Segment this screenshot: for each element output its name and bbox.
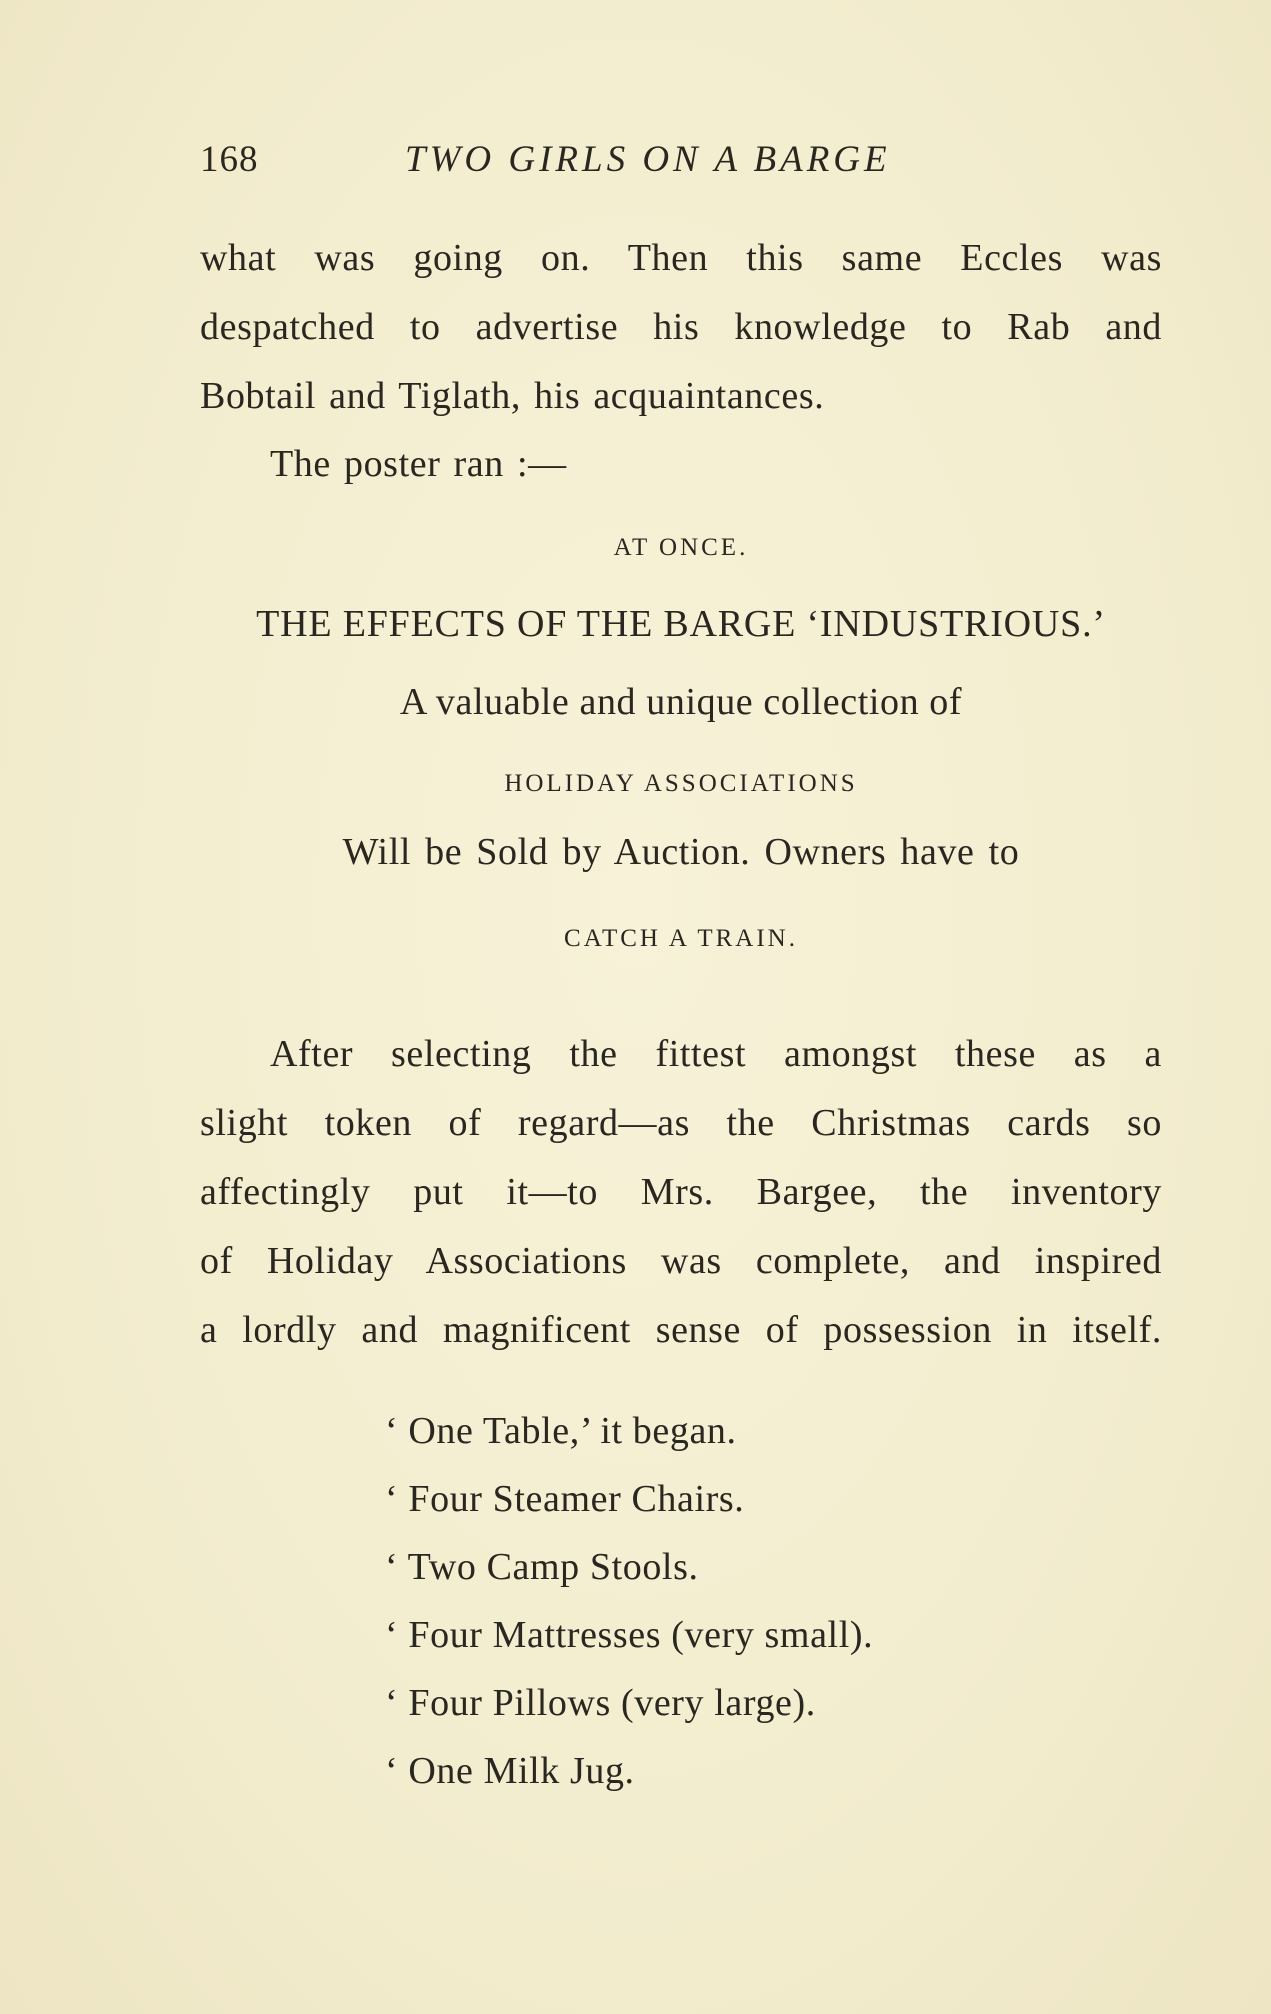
running-head [200,138,990,188]
text-line: despatched to advertise his knowledge to Rab and [200,306,1162,348]
text-line: what was going on. Then this same Eccles was [200,237,1162,279]
paragraph-poster-intro: The poster ran :— [270,443,567,485]
poster-holiday-text: HOLIDAY ASSOCIATIONS [504,770,858,797]
text-line: slight token of regard—as the Christmas cards so [200,1102,1162,1144]
poster-sold-line: Will be Sold by Auction. Owners have to [342,831,1020,873]
poster-train-text: CATCH A TRAIN. [564,925,798,952]
paragraph-eccles [200,224,1162,431]
poster-at-once [200,534,1162,562]
inventory-item: ‘ One Table,’ it began. [385,1410,737,1452]
poster-at-once-text: AT ONCE. [613,534,749,561]
text-line: of Holiday Associations was complete, and inspired [200,1240,1162,1282]
text-line: a lordly and magnificent sense of possession in itself. [200,1309,1162,1351]
inventory-item: ‘ Four Steamer Chairs. [385,1478,745,1520]
poster-catch-train [200,925,1162,953]
page-number: 168 [200,139,259,180]
text-line: Bobtail and Tiglath, his acquaintances. [200,375,825,417]
text-line: affectingly put it—to Mrs. Bargee, the inventory [200,1171,1162,1213]
inventory-item: ‘ Two Camp Stools. [385,1546,699,1588]
poster-holiday-associations [200,770,1162,798]
inventory-item: ‘ Four Pillows (very large). [385,1682,816,1724]
paragraph-inventory-intro [200,1020,1162,1365]
inventory-item: ‘ Four Mattresses (very small). [385,1614,874,1656]
poster-valuable-line: A valuable and unique collection of [399,681,963,723]
text-line: After selecting the fittest amongst these as a [270,1033,1162,1075]
inventory-list [385,1397,873,1805]
running-title: TWO GIRLS ON A BARGE [405,139,891,180]
poster-effects-heading: THE EFFECTS OF THE BARGE ‘INDUSTRIOUS.’ [256,603,1106,645]
inventory-item: ‘ One Milk Jug. [385,1750,635,1792]
